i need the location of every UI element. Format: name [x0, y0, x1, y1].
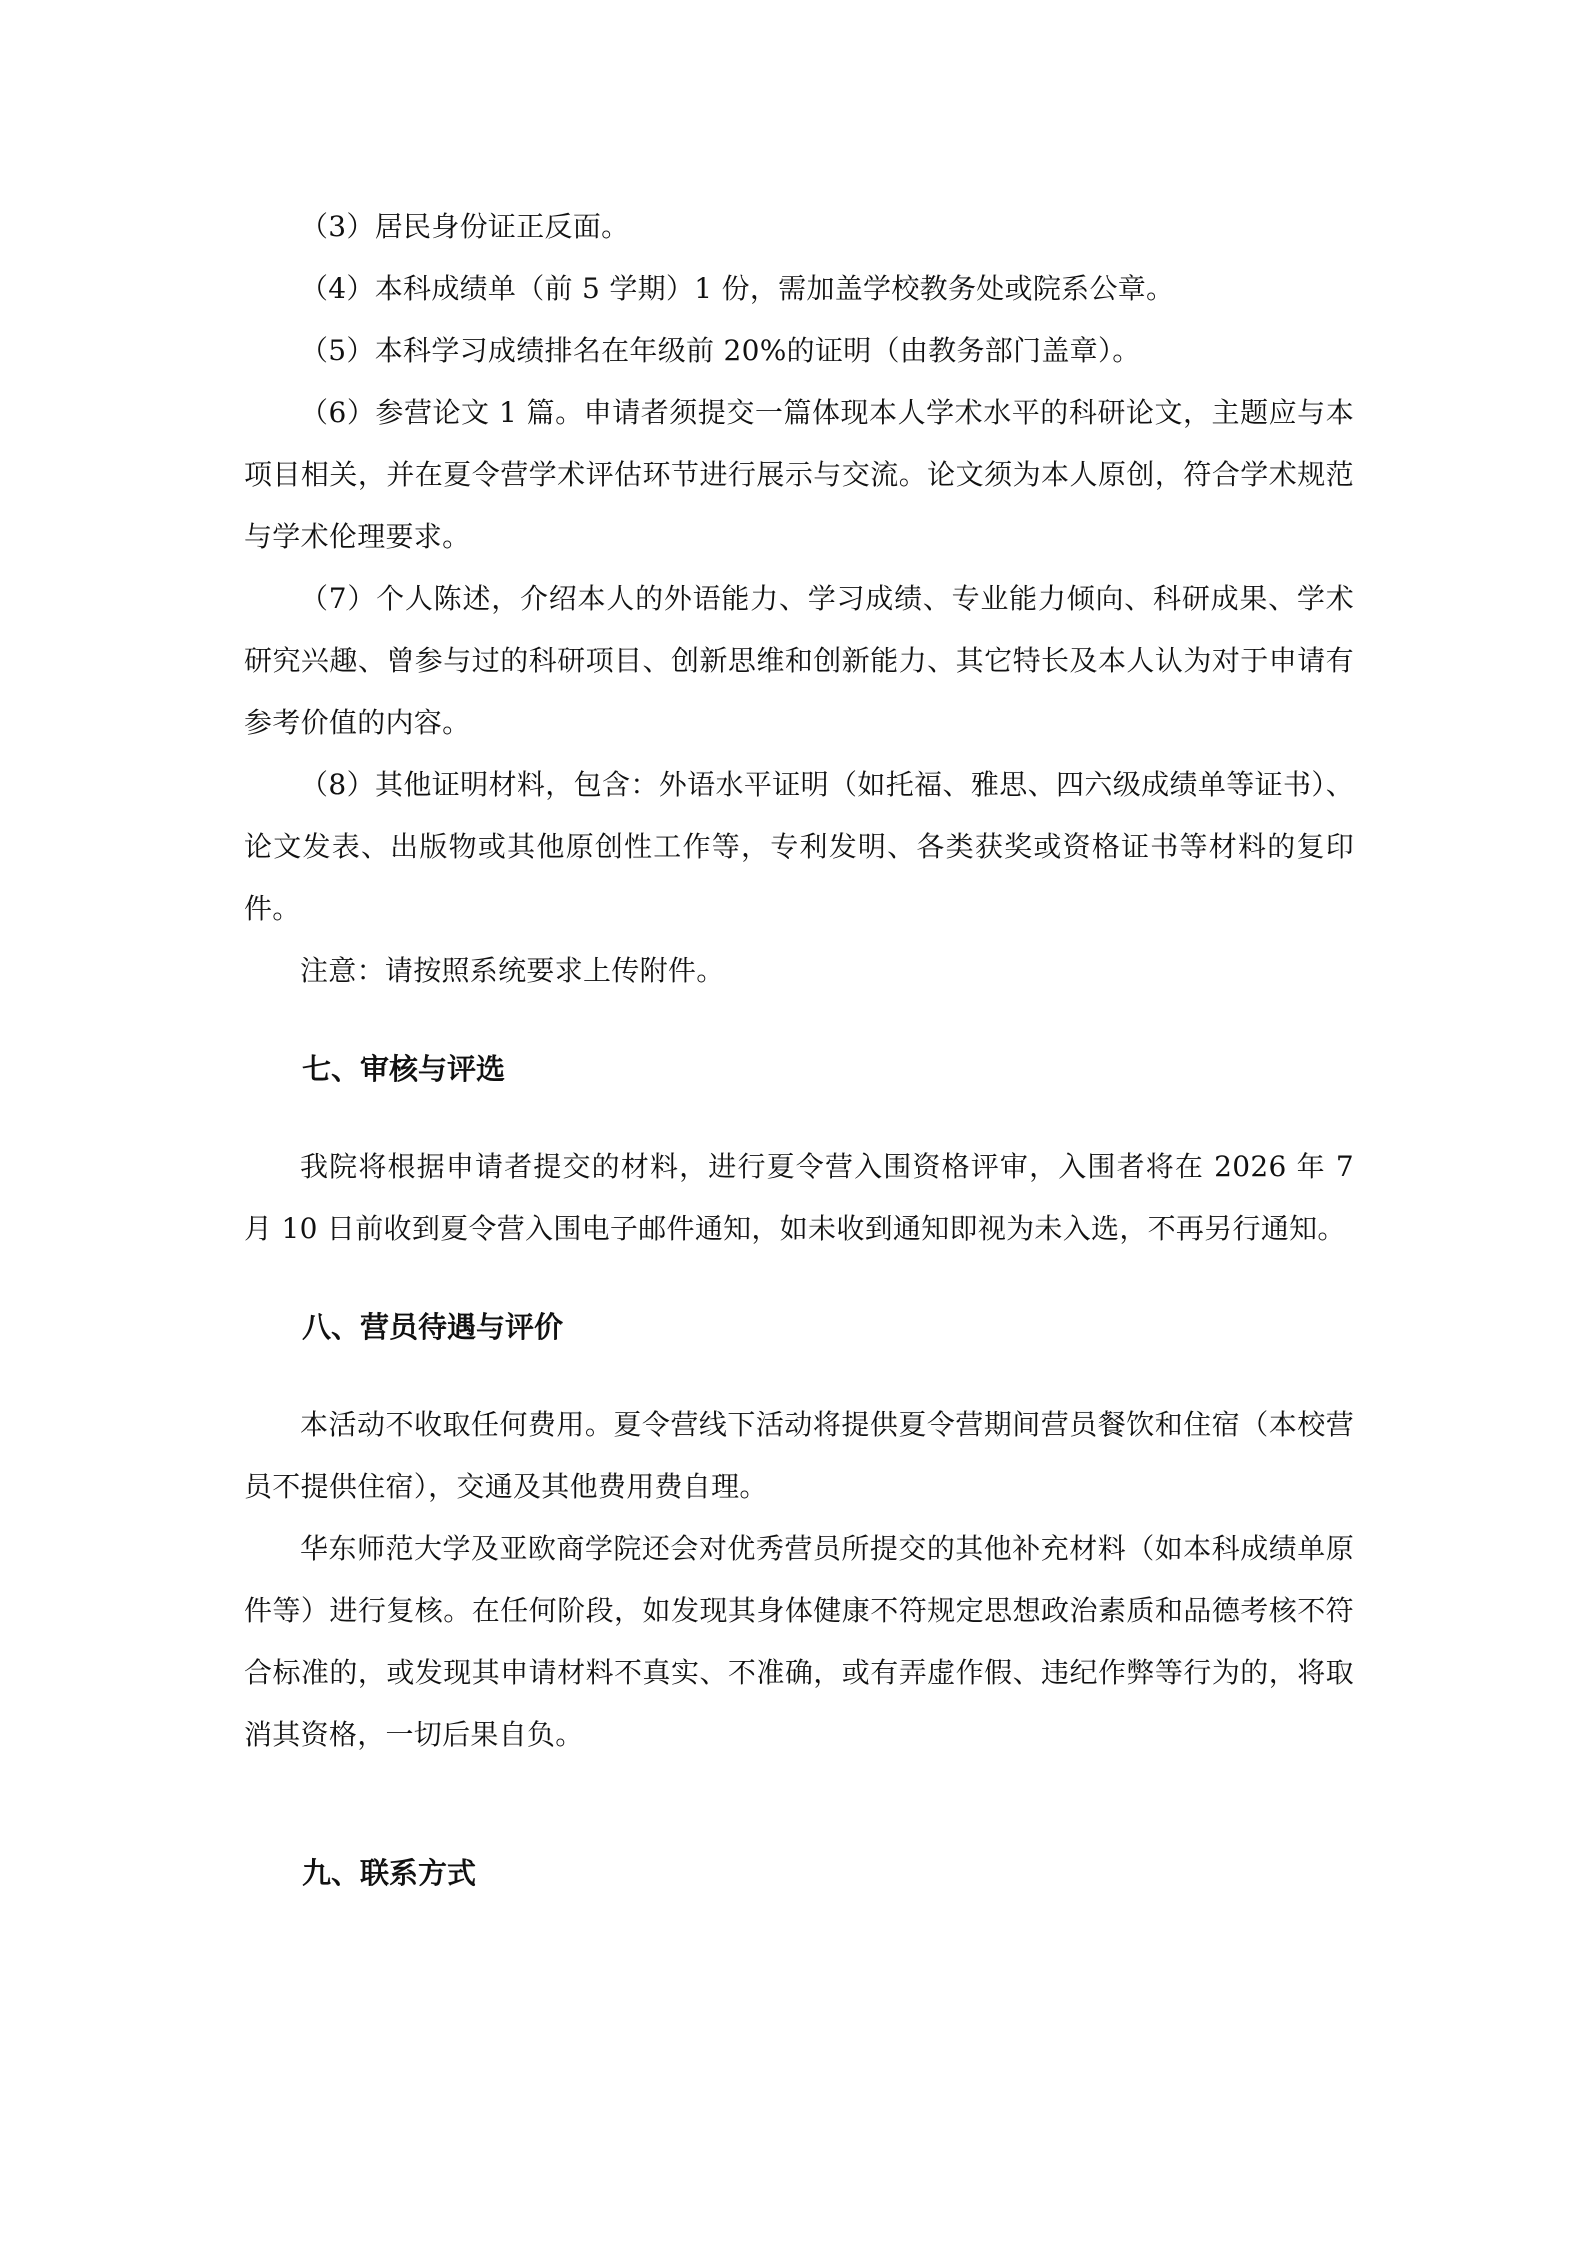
spacer [244, 1002, 1354, 1038]
section-7-heading: 七、审核与评选 [302, 1052, 506, 1086]
item-7-personal-statement: （7）个人陈述，介绍本人的外语能力、学习成绩、专业能力倾向、科研成果、学术研究兴趣、曾参与过的科研项目、创新思维和创新能力、其它特长及本人认为对于申请有参考价值的内容。 [244, 582, 1354, 739]
item-5-ranking-proof: （5）本科学习成绩排名在年级前 20%的证明（由教务部门盖章）。 [300, 334, 1141, 367]
section-7-body: 我院将根据申请者提交的材料，进行夏令营入围资格评审，入围者将在 2026 年 7 月 10 日前收到夏令营入围电子邮件通知，如未收到通知即视为未入选，不再另行通知。 [244, 1150, 1354, 1245]
section-8-body-1: 本活动不收取任何费用。夏令营线下活动将提供夏令营期间营员餐饮和住宿（本校营员不提供住宿），交通及其他费用费自理。 [244, 1408, 1354, 1503]
item-3-id-card: （3）居民身份证正反面。 [300, 210, 630, 243]
spacer [244, 1100, 1354, 1136]
spacer [244, 1260, 1354, 1296]
item-6-paper: （6）参营论文 1 篇。申请者须提交一篇体现本人学术水平的科研论文，主题应与本项目相关，并在夏令营学术评估环节进行展示与交流。论文须为本人原创，符合学术规范与学术伦理要求。 [244, 396, 1354, 553]
item-4-transcript: （4）本科成绩单（前 5 学期）1 份，需加盖学校教务处或院系公章。 [300, 272, 1175, 305]
document-content [244, 196, 1354, 1904]
item-8-other-materials: （8）其他证明材料，包含：外语水平证明（如托福、雅思、四六级成绩单等证书）、论文发表、出版物或其他原创性工作等，专利发明、各类获奖或资格证书等材料的复印件。 [244, 768, 1354, 925]
spacer [244, 1358, 1354, 1394]
upload-note: 注意：请按照系统要求上传附件。 [300, 954, 725, 987]
section-8-body-2: 华东师范大学及亚欧商学院还会对优秀营员所提交的其他补充材料（如本科成绩单原件等）进行复核。在任何阶段，如发现其身体健康不符规定思想政治素质和品德考核不符合标准的，或发现其申请材料不真实、不准确，或有弄虚作假、违纪作弊等行为的，将取消其资格，一切后果自负。 [244, 1532, 1354, 1751]
spacer [244, 1766, 1354, 1842]
section-8-heading: 八、营员待遇与评价 [302, 1310, 564, 1344]
section-9-heading: 九、联系方式 [302, 1856, 477, 1890]
